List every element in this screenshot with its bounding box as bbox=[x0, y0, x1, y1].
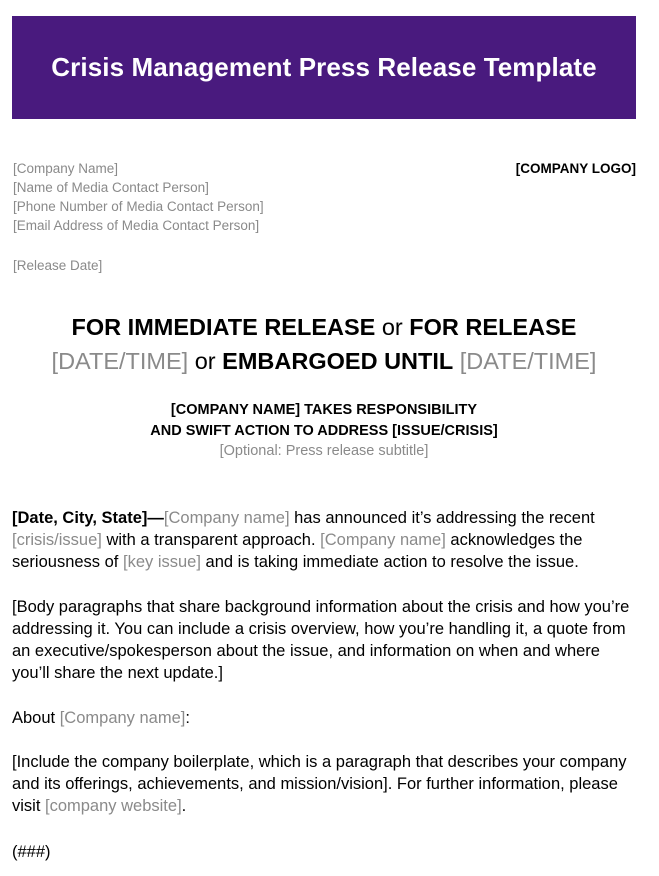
boilerplate-end: . bbox=[181, 797, 187, 815]
company-name-placeholder: [Company name] bbox=[59, 709, 186, 727]
for-release-text: FOR RELEASE bbox=[409, 314, 577, 340]
company-website-placeholder: [company website] bbox=[45, 797, 182, 815]
embargoed-until-text: EMBARGOED UNTIL bbox=[222, 348, 454, 374]
lead-text: has announced it’s addressing the recent bbox=[289, 509, 595, 527]
lead-text: and is taking immediate action to resolve the issue. bbox=[200, 553, 579, 571]
title-banner bbox=[12, 16, 636, 119]
headline-line-1: [COMPANY NAME] TAKES RESPONSIBILITY bbox=[170, 402, 478, 418]
end-mark: (###) bbox=[12, 843, 51, 861]
lead-text: acknowledges the seriousness of bbox=[12, 531, 583, 571]
about-heading bbox=[12, 707, 642, 729]
release-instructions-line-1 bbox=[0, 310, 648, 344]
headline-line-2: AND SWIFT ACTION TO ADDRESS [ISSUE/CRISIS] bbox=[150, 423, 498, 439]
company-logo-placeholder: [COMPANY LOGO] bbox=[515, 161, 636, 176]
or-text: or bbox=[188, 348, 223, 374]
company-name-placeholder: [Company name] bbox=[163, 509, 290, 527]
lead-paragraph bbox=[12, 507, 642, 573]
key-issue-placeholder: [key issue] bbox=[122, 553, 201, 571]
or-text: or bbox=[375, 314, 410, 340]
company-name-placeholder: [Company Name] bbox=[13, 161, 119, 176]
release-instructions-line-2 bbox=[0, 344, 648, 378]
embargo-datetime-placeholder: [DATE/TIME] bbox=[459, 348, 597, 374]
media-contact-name-placeholder: [Name of Media Contact Person] bbox=[13, 180, 209, 195]
contact-block bbox=[13, 159, 264, 235]
boilerplate-text: [Include the company boilerplate, which is a paragraph that describes your company and its offerings, achievements, and mission/vision]. For further information, please visit bbox=[12, 753, 627, 815]
immediate-release-text: FOR IMMEDIATE RELEASE bbox=[71, 314, 376, 340]
about-label: About bbox=[12, 709, 60, 727]
dateline: [Date, City, State]— bbox=[12, 509, 164, 527]
boilerplate-paragraph bbox=[12, 751, 642, 817]
page-title: Crisis Management Press Release Template bbox=[51, 52, 597, 82]
subtitle-placeholder: [Optional: Press release subtitle] bbox=[219, 443, 429, 459]
crisis-issue-placeholder: [crisis/issue] bbox=[12, 531, 102, 549]
media-contact-phone-placeholder: [Phone Number of Media Contact Person] bbox=[13, 199, 264, 214]
body-paragraph: [Body paragraphs that share background information about the crisis and how you’re addressing it. You can include a crisis overview, how you’re handling it, a quote from an executive/spokesperson about the issue, and information on when and where you’ll share the next update.] bbox=[12, 598, 630, 682]
company-name-placeholder: [Company name] bbox=[320, 531, 446, 549]
about-colon: : bbox=[185, 709, 190, 727]
media-contact-email-placeholder: [Email Address of Media Contact Person] bbox=[13, 218, 260, 233]
release-datetime-placeholder: [DATE/TIME] bbox=[51, 348, 189, 374]
lead-text: with a transparent approach. bbox=[101, 531, 321, 549]
release-date-placeholder: [Release Date] bbox=[13, 258, 103, 273]
